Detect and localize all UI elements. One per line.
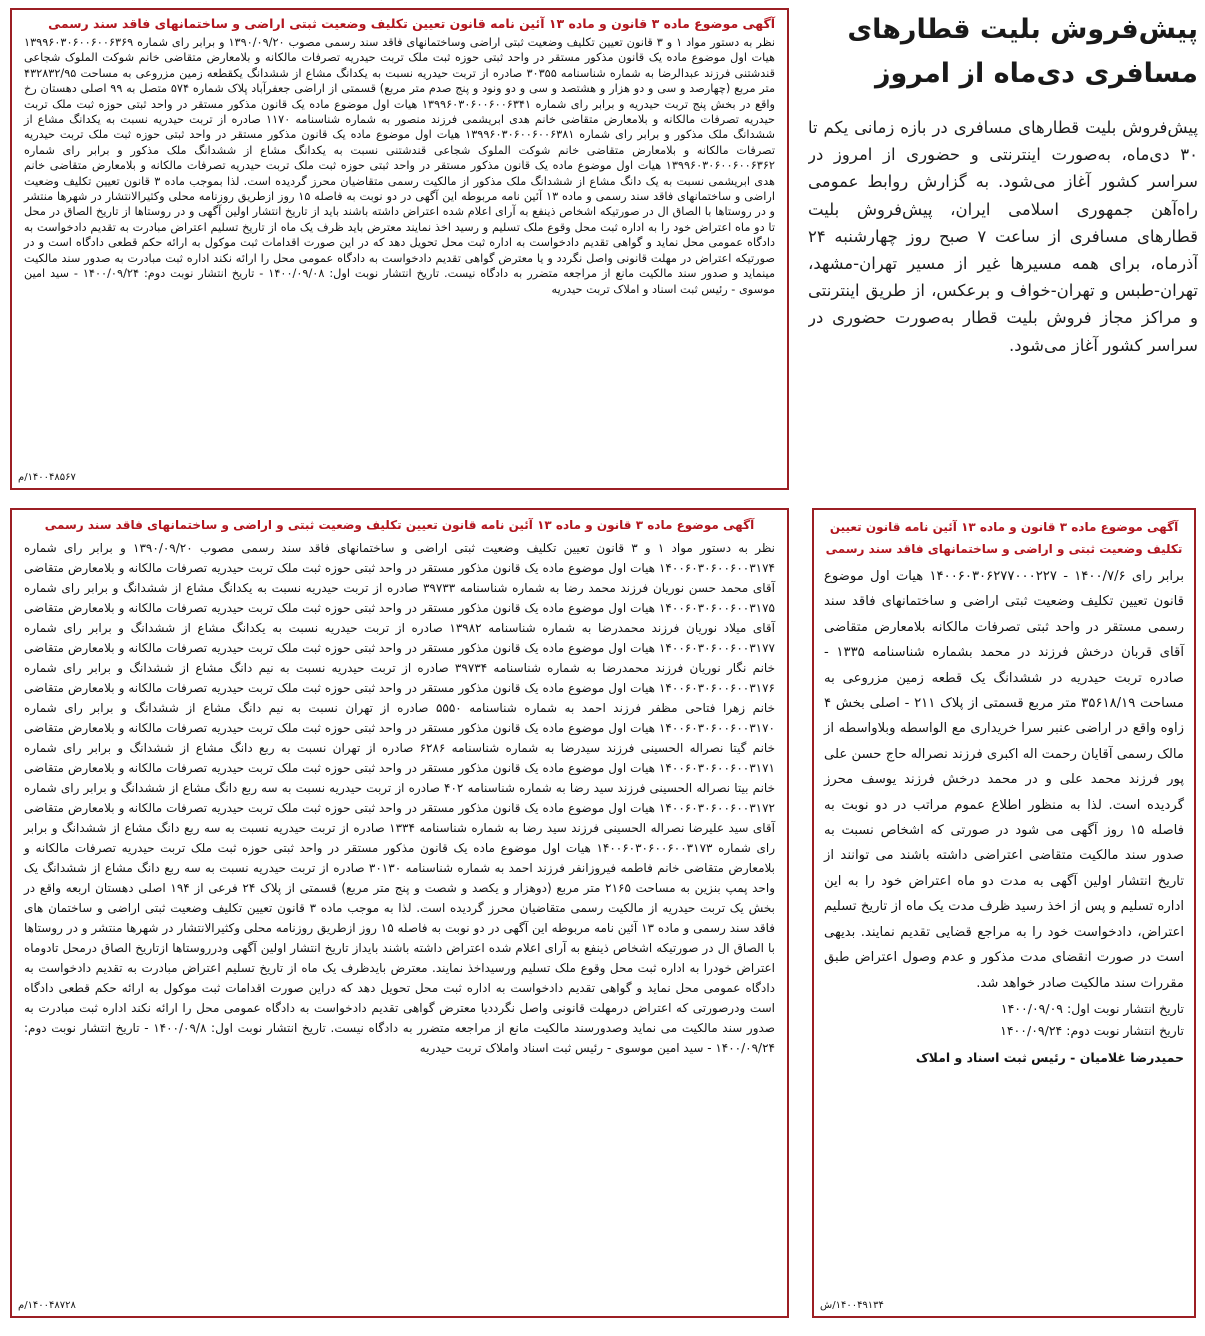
notice-top-body: نظر به دستور مواد ۱ و ۳ قانون تعیین تکلیف وضعیت ثبتی اراضی وساختمانهای فاقد سند رسمی مصوب ۱۳۹۰/۰۹/۲۰ و برابر رای شماره ۱۳۹۹۶۰۳۰۶۰۰۶۰۰۶۳۶۹ هیات اول موضوع ماده یک قانون مذکور مستقر در واحد ثبتی حوزه ثبت ملک تربت حیدریه تصرفات مالکانه و بلامعارض متقاضی خانم شوکت الملوک شجاعی قندشتنی فرزند عبدالرضا به شماره شناسنامه ۳۰۳۵۵ صادره از تربت حیدریه نسبت به یکدانگ مشاع از ششدانگ یکقطعه زمین مزروعی به مساحت ۴۳۲۸۳۲/۹۵ متر مربع (چهارصد و سی و دو هزار و هشتصد و سی و دو ونود و پنج صدم متر مربع) قسمتی از اراضی جعفرآباد پلاک شماره ۵۷۴ متصل به ۹۹ اصلی دهستان رخ واقع در بخش پنج تربت حیدریه و برابر رای شماره ۱۳۹۹۶۰۳۰۶۰۰۶۰۰۶۳۴۱ هیات اول موضوع ماده یک قانون مذکور مستقر در واحد ثبتی حوزه ثبت ملک تربت حیدریه تصرفات مالکانه و بلامعارض متقاضی خانم هدی ابریشمی فرزند منصور به شماره شناسنامه ۱۱۷۰ صادره از تربت حیدریه نسبت به یکدانگ مشاع از ششدانگ ملک مذکور و برابر رای شماره ۱۳۹۹۶۰۳۰۶۰۰۶۰۰۶۳۸۱ هیات اول موضوع ماده یک قانون مذکور مستقر در واحد ثبتی حوزه ثبت ملک تربت حیدریه تصرفات مالکانه و بلامعارض متقاضی خانم شوکت الملوک شجاعی قندشتنی نسبت به یکدانگ مشاع از ششدانگ ملک مذکور و برابر رای شماره ۱۳۹۹۶۰۳۰۶۰۰۶۰۰۶۳۶۲ هیات اول موضوع ماده یک قانون مذکور مستقر در واحد ثبتی حوزه ثبت ملک تربت حیدریه تصرفات مالکانه و بلامعارض متقاضی خانم هدی ابریشمی نسبت به یک دانگ مشاع از ششدانگ ملک مذکور از مالکیت رسمی متقاضیان محرز گردیده است. لذا بموجب ماده ۳ قانون تعیین تکلیف وضعیت اراضی و ساختمانهای فاقد سند رسمی و ماده ۱۳ آئین نامه مربوطه این آگهی در دو نوبت به فاصله ۱۵ روز ازطریق روزنامه محلی وکثیرالانتشار در شهرها منتشر و در روستاها با الصاق ال در صورتیکه اشخاص ذینفع به آرای اعلام شده اعتراض داشته باشند باید از تاریخ انتشار اولین آگهی و در روستاها از تاریخ الصاق در محل تا دو ماه اعتراض خود را به اداره ثبت محل وقوع ملک تسلیم و رسید اخذ نمایند معترض باید ظرف یک ماه از تاریخ تسلیم اعتراض مبادرت به تقدیم دادخواست به دادگاه عمومی محل نماید و گواهی تقدیم دادخواست به اداره ثبت محل تحویل دهد که در این صورت اقدامات ثبت موکول به ارائه حکم قطعی دادگاه است و در صورتیکه اعتراض در مهلت قانونی واصل نگردد و یا معترض گواهی تقدیم دادخواست به دادگاه عمومی محل را ارائه نکند اداره ثبت مبادرت به صدور سند مالکیت مینماید و صدور سند مالکیت مانع از مراجعه متضرر به دادگاه نیست. تاریخ انتشار نوبت اول: ۱۴۰۰/۰۹/۰۸ - تاریخ انتشار نوبت دوم: ۱۴۰۰/۰۹/۲۴ - سید امین موسوی - رئیس ثبت اسناد و املاک تربت حیدریه	[24, 36, 776, 296]
news-body: پیش‌فروش بلیت قطارهای مسافری در بازه زمانی یکم تا ۳۰ دی‌ماه، به‌صورت اینترنتی و حضوری از امروز در سراسر کشور آغاز می‌شود. به گزارش روابط عمومی راه‌آهن جمهوری اسلامی ایران، پیش‌فروش بلیت قطارهای مسافری از ساعت ۷ صبح روز چهارشنبه ۲۴ آذرماه، برای همه مسیرها غیر از مسیر تهران-مشهد، تهران-طبس و تهران-خواف و برعکس، از طریق اینترنتی و مراکز مجاز فروش بلیت قطار به‌صورت حضوری در سراسر کشور آغاز می‌شود.	[808, 118, 1198, 355]
news-headline-line2: مسافری دی‌ماه از امروز	[874, 58, 1198, 89]
notice-right-code: ۱۴۰۰۴۹۱۳۴/ش	[820, 1300, 884, 1311]
notice-top-box	[10, 8, 789, 490]
news-headline	[808, 8, 1198, 96]
notice-right-dates	[814, 996, 1194, 1042]
notice-right-date-second: تاریخ انتشار نوبت دوم: ۱۴۰۰/۰۹/۲۴	[1000, 1022, 1184, 1038]
notice-right-body: برابر رای ۱۴۰۰/۷/۶ - ۱۴۰۰۶۰۳۰۶۲۷۷۰۰۰۲۲۷ هیات اول موضوع قانون تعیین تکلیف وضعیت ثبتی اراضی و ساختمانهای فاقد سند رسمی مستقر در واحد ثبتی تصرفات مالکانه بلامعارض متقاضی آقای قربان درخش فرزند در محمد بشماره شناسنامه ۱۳۳۵ - صادره تربت حیدریه در ششدانگ یک قطعه زمین مزروعی به مساحت ۳۵۶۱۸/۱۹ متر مربع قسمتی از پلاک ۲۱۱ - اصلی بخش ۴ زاوه واقع در اراضی عنبر سرا خریداری مع الواسطه وبلاواسطه از مالک رسمی آقایان رحمت اله اکبری فرزند نصراله حاج حسن علی پور فرزند محمد علی و در محمد درخش فرزند یوسف محرز گردیده است. لذا به منظور اطلاع عموم مراتب در دو نوبت به فاصله ۱۵ روز آگهی می شود در صورتی که اشخاص نسبت به صدور سند مالکیت متقاضی اعتراضی داشته باشند می توانند از تاریخ انتشار اولین آگهی به مدت دو ماه اعتراض خود را به این اداره تسلیم و پس از اخذ رسید ظرف مدت یک ماه از تاریخ تسلیم اعتراض، دادخواست خود را به مراجع قضایی تقدیم نمایند. بدیهی است در صورت انقضای مدت مذکور و عدم وصول اعتراض طبق مقررات سند مالکیت صادر خواهد شد.	[824, 569, 1185, 991]
notice-bottom-body: نظر به دستور مواد ۱ و ۳ قانون تعیین تکلیف وضعیت ثبتی اراضی و ساختمانهای فاقد سند رسمی مصوب ۱۳۹۰/۰۹/۲۰ و برابر رای شماره ۱۴۰۰۶۰۳۰۶۰۰۶۰۰۳۱۷۴ هیات اول موضوع ماده یک قانون مذکور مستقر در واحد ثبتی حوزه ثبت ملک تربت حیدریه تصرفات مالکانه و بلامعارض متقاضی آقای محمد حسن نوریان فرزند محمد رضا به شماره شناسنامه ۳۹۷۳۳ صادره از تربت حیدریه نسبت به یکدانگ مشاع از ششدانگ و برابر رای شماره ۱۴۰۰۶۰۳۰۶۰۰۶۰۰۳۱۷۵ هیات اول موضوع ماده یک قانون مذکور مستقر در واحد ثبتی حوزه ثبت ملک تربت حیدریه تصرفات مالکانه و بلامعارض متقاضی آقای میلاد نوریان فرزند محمدرضا به شماره شناسنامه ۱۳۹۸۲ صادره از تربت حیدریه نسبت به یکدانگ مشاع از ششدانگ و برابر رای شماره ۱۴۰۰۶۰۳۰۶۰۰۶۰۰۳۱۷۷ هیات اول موضوع ماده یک قانون مذکور مستقر در واحد ثبتی حوزه ثبت ملک تربت حیدریه تصرفات مالکانه و بلامعارض متقاضی خانم نگار نوریان فرزند محمدرضا به شماره شناسنامه ۳۹۷۳۴ صادره از تربت حیدریه نسبت به نیم دانگ مشاع از ششدانگ و برابر رای شماره ۱۴۰۰۶۰۳۰۶۰۰۶۰۰۳۱۷۶ هیات اول موضوع ماده یک قانون مذکور مستقر در واحد ثبتی حوزه ثبت ملک تربت حیدریه تصرفات مالکانه و بلامعارض متقاضی خانم زهرا فتاحی مظفر فرزند احمد به شماره شناسنامه ۵۵۵۰ صادره از تهران نسبت به نیم دانگ مشاع از ششدانگ و برابر رای شماره ۱۴۰۰۶۰۳۰۶۰۰۶۰۰۳۱۷۰ هیات اول موضوع ماده یک قانون مذکور مستقر در واحد ثبتی حوزه ثبت ملک تربت حیدریه تصرفات مالکانه و بلامعارض متقاضی خانم گیتا نصراله الحسینی فرزند سیدرضا به شماره شناسنامه ۶۲۸۶ صادره از تهران نسبت به ربع دانگ مشاع از ششدانگ و برابر رای شماره ۱۴۰۰۶۰۳۰۶۰۰۶۰۰۳۱۷۱ هیات اول موضوع ماده یک قانون مذکور مستقر در واحد ثبتی حوزه ثبت ملک تربت حیدریه تصرفات مالکانه و بلامعارض متقاضی خانم بیتا نصراله الحسینی فرزند سید رضا به شماره شناسنامه ۴۰۲ صادره از تربت حیدریه نسبت به سه ربع دانگ مشاع از ششدانگ و برابر رای شماره ۱۴۰۰۶۰۳۰۶۰۰۶۰۰۳۱۷۲ هیات اول موضوع ماده یک قانون مذکور مستقر در واحد ثبتی حوزه ثبت ملک تربت حیدریه تصرفات مالکانه و بلامعارض متقاضی آقای سید علیرضا نصراله الحسینی فرزند سید رضا به شماره شناسنامه ۱۳۳۴ صادره از تربت حیدریه نسبت به سه ربع دانگ مشاع از ششدانگ و برابر رای شماره ۱۴۰۰۶۰۳۰۶۰۰۶۰۰۳۱۷۳ هیات اول موضوع ماده یک قانون مذکور مستقر در واحد ثبتی حوزه ثبت ملک تربت حیدریه تصرفات مالکانه و بلامعارض متقاضی خانم فاطمه فیروزانفر فرزند احمد به شماره شناسنامه ۳۰۱۳۰ صادره از تربت حیدریه نسبت به سه ربع دانگ مشاع از ششدانگ یک واحد پمپ بنزین به مساحت ۲۱۶۵ متر مربع (دوهزار و یکصد و شصت و پنج متر مربع) قسمتی از پلاک ۲۴ فرعی از ۱۹۴ اصلی دهستان اربعه واقع در بخش یک تربت حیدریه از مالکیت رسمی متقاضیان محرز گردیده است. لذا به موجب ماده ۳ قانون تعیین تکلیف وضعیت ثبتی اراضی و ساختمان های فاقد سند رسمی و ماده ۱۳ آئین نامه مربوطه این آگهی در دو نوبت به فاصله ۱۵ روز ازطریق روزنامه محلی وکثیرالانتشار در شهرها منتشر و در روستاها با الصاق ال در صورتیکه اشخاص ذینفع به آرای اعلام شده اعتراض داشته باشند بایداز تاریخ انتشار اولین آگهی ودرروستاها ازتاریخ الصاق درمحل تادوماه اعتراض خودرا به اداره ثبت محل وقوع ملک تسلیم ورسیداخذ نمایند. معترض بایدظرف یک ماه از تاریخ تسلیم اعتراض مبادرت به تقدیم دادخواست به دادگاه عمومی محل نماید و گواهی تقدیم دادخواست به اداره ثبت محل تحویل دهد که دراین صورت اقدامات ثبت موکول به ارائه حکم قطعی دادگاه است ودرصورتی که اعتراض درمهلت قانونی واصل نگرددیا معترض گواهی تقدیم دادخواست به دادگاه عمومی محل را ارائه نکند اداره ثبت مبادرت به صدور سند مالکیت می نماید وصدورسند مالکیت مانع از مراجعه متضرر به دادگاه نیست. تاریخ انتشار نوبت اول: ۱۴۰۰/۰۹/۸ - تاریخ انتشار نوبت دوم: ۱۴۰۰/۰۹/۲۴ - سید امین موسوی - رئیس ثبت اسناد واملاک تربت حیدریه	[24, 541, 776, 1055]
notice-right-box	[812, 508, 1196, 1318]
notice-right-title: آگهی موضوع ماده ۳ قانون و ماده ۱۳ آئین نامه قانون تعیین تکلیف وضعیت ثبتی و اراضی و ساختمانهای فاقد سند رسمی	[825, 520, 1183, 556]
news-article	[808, 8, 1198, 508]
notice-right-date-first: تاریخ انتشار نوبت اول: ۱۴۰۰/۰۹/۰۹	[1000, 1000, 1184, 1016]
notice-bottom-title: آگهی موضوع ماده ۳ قانون و ماده ۱۳ آئین نامه قانون تعیین تکلیف وضعیت ثبتی و اراضی و ساختمانهای فاقد سند رسمی	[44, 518, 755, 532]
notice-bottom-box	[10, 508, 789, 1318]
notice-top-code: ۱۴۰۰۴۸۵۶۷/م	[18, 472, 76, 483]
notice-top-title: آگهی موضوع ماده ۳ قانون و ماده ۱۳ آئین نامه قانون تعیین تکلیف وضعیت ثبتی اراضی و ساختمانهای فاقد سند رسمی	[48, 16, 775, 31]
notice-bottom-code: ۱۴۰۰۴۸۷۲۸/م	[18, 1300, 76, 1311]
news-headline-line1: پیش‌فروش بلیت قطارهای	[847, 14, 1198, 45]
notice-right-signer: حمیدرضا غلامیان - رئیس ثبت اسناد و املاک	[915, 1049, 1184, 1065]
